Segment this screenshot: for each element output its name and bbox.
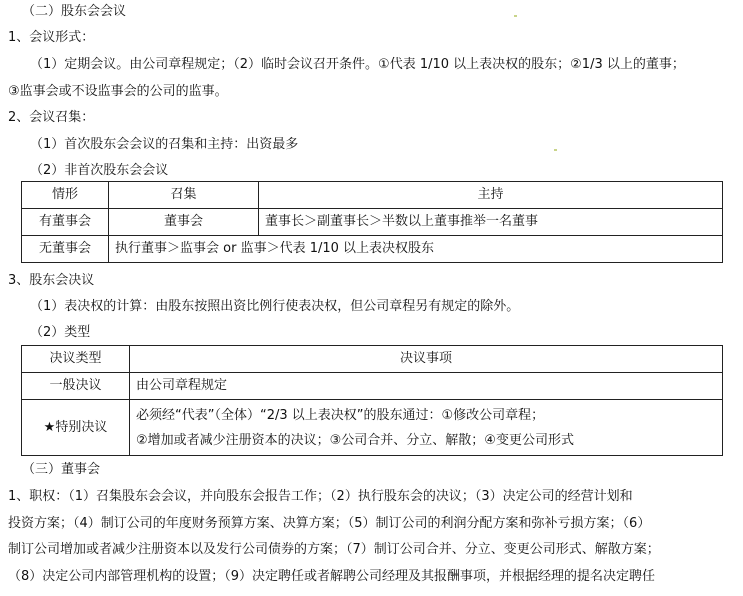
- board-powers-line-3: 制订公司增加或者减少注册资本以及发行公司债券的方案；（7）制订公司合并、分立、变更公司形式、解散方案；: [8, 542, 660, 557]
- table-header-cell: 主持: [259, 182, 723, 209]
- table-cell: [130, 400, 723, 456]
- meeting-call-first: （1）首次股东会会议的召集和主持：出资最多: [30, 137, 299, 152]
- board-powers-line-1: 1、职权：（1）召集股东会会议，并向股东会报告工作；（2）执行股东会的决议；（3）决定公司的经营计划和: [8, 489, 633, 504]
- resolution-types-label: （2）类型: [30, 325, 91, 340]
- speck-mark: [514, 15, 517, 17]
- table-row: [22, 209, 723, 236]
- table-cell: ★特别决议: [22, 400, 130, 456]
- special-resolution-line-1: 必须经“代表”（全体）“2/3 以上表决权”的股东通过：①修改公司章程；: [136, 407, 545, 423]
- table-header-cell: 决议类型: [22, 346, 130, 373]
- table-cell: 有董事会: [22, 209, 109, 236]
- table-header-cell: 情形: [22, 182, 109, 209]
- table-row: [22, 400, 723, 456]
- special-resolution-line-2: ②增加或者减少注册资本的决议；③公司合并、分立、解散；④变更公司形式: [136, 432, 574, 448]
- section-title-shareholder-meeting: （二）股东会会议: [22, 4, 127, 19]
- table-header-cell: 决议事项: [130, 346, 723, 373]
- table-cell: 董事长＞副董事长＞半数以上董事推举一名董事: [259, 209, 723, 236]
- resolution-table: [21, 345, 723, 456]
- table-header-row: [22, 346, 723, 373]
- table-cell: 执行董事＞监事会 or 监事＞代表 1/10 以上表决权股东: [109, 236, 723, 263]
- table-header-cell: 召集: [109, 182, 259, 209]
- table-cell: 董事会: [109, 209, 259, 236]
- speck-mark: [554, 149, 557, 151]
- table-cell: 一般决议: [22, 373, 130, 400]
- table-header-row: [22, 182, 723, 209]
- meeting-call-nonfirst: （2）非首次股东会会议: [30, 163, 169, 178]
- resolution-voting-rule: （1）表决权的计算：由股东按照出资比例行使表决权，但公司章程另有规定的除外。: [30, 299, 520, 314]
- heading-meeting-form: 1、会议形式：: [8, 30, 95, 45]
- heading-resolution: 3、股东会决议: [8, 273, 95, 288]
- heading-meeting-call: 2、会议召集：: [8, 110, 95, 125]
- table-row: [22, 373, 723, 400]
- section-title-board: （三）董事会: [22, 462, 101, 477]
- table-cell: 由公司章程规定: [130, 373, 723, 400]
- meeting-form-line-1: （1）定期会议。由公司章程规定；（2）临时会议召开条件。①代表 1/10 以上表决权的股东；②1/3 以上的董事；: [30, 57, 685, 72]
- meeting-form-line-2: ③监事会或不设监事会的公司的监事。: [8, 84, 228, 99]
- table-row: [22, 236, 723, 263]
- board-powers-line-2: 投资方案；（4）制订公司的年度财务预算方案、决算方案；（5）制订公司的利润分配方案和弥补亏损方案；（6）: [8, 516, 651, 531]
- table-cell: 无董事会: [22, 236, 109, 263]
- convene-table: [21, 181, 723, 263]
- board-powers-line-4: （8）决定公司内部管理机构的设置；（9）决定聘任或者解聘公司经理及其报酬事项，并根据经理的提名决定聘任: [8, 569, 656, 584]
